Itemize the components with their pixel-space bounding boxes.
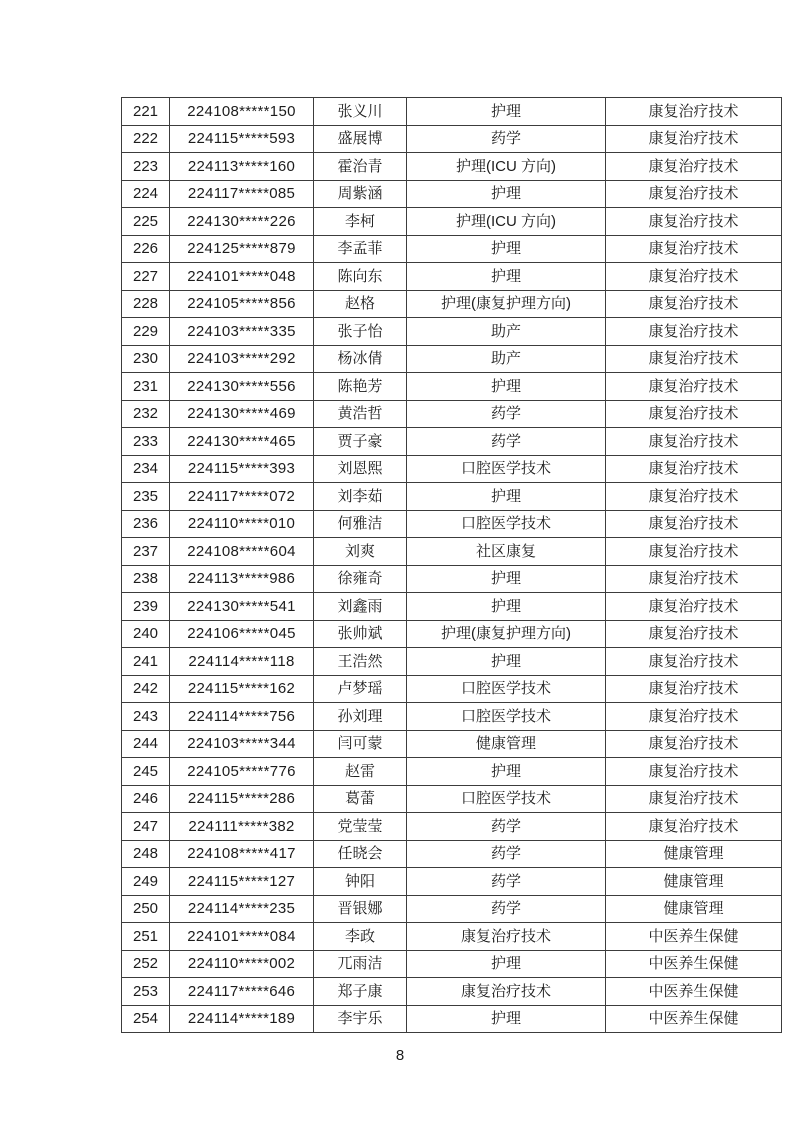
student-name-cell: 刘恩熙 — [314, 455, 407, 483]
original-major-cell: 护理 — [407, 648, 606, 676]
row-number-cell: 223 — [122, 153, 170, 181]
transfer-major-cell: 康复治疗技术 — [606, 510, 782, 538]
student-name-cell: 徐雍奇 — [314, 565, 407, 593]
transfer-major-cell: 健康管理 — [606, 868, 782, 896]
row-number-cell: 254 — [122, 1005, 170, 1033]
original-major-cell: 护理 — [407, 373, 606, 401]
exam-id-cell: 224130*****226 — [170, 208, 314, 236]
table-row — [122, 483, 782, 511]
student-name-cell: 张帅斌 — [314, 620, 407, 648]
exam-id-cell: 224111*****382 — [170, 813, 314, 841]
student-name-cell: 李宇乐 — [314, 1005, 407, 1033]
table-row — [122, 593, 782, 621]
original-major-cell: 口腔医学技术 — [407, 785, 606, 813]
row-number-cell: 246 — [122, 785, 170, 813]
exam-id-cell: 224130*****541 — [170, 593, 314, 621]
transfer-major-cell: 康复治疗技术 — [606, 785, 782, 813]
row-number-cell: 221 — [122, 98, 170, 126]
table-row — [122, 208, 782, 236]
row-number-cell: 247 — [122, 813, 170, 841]
row-number-cell: 236 — [122, 510, 170, 538]
row-number-cell: 225 — [122, 208, 170, 236]
table-row — [122, 895, 782, 923]
transfer-major-cell: 康复治疗技术 — [606, 565, 782, 593]
transfer-major-cell: 康复治疗技术 — [606, 538, 782, 566]
student-name-cell: 刘李茹 — [314, 483, 407, 511]
table-row — [122, 290, 782, 318]
row-number-cell: 252 — [122, 950, 170, 978]
table-row — [122, 235, 782, 263]
exam-id-cell: 224115*****593 — [170, 125, 314, 153]
row-number-cell: 233 — [122, 428, 170, 456]
exam-id-cell: 224101*****048 — [170, 263, 314, 291]
exam-id-cell: 224114*****235 — [170, 895, 314, 923]
transfer-major-cell: 康复治疗技术 — [606, 318, 782, 346]
transfer-major-cell: 康复治疗技术 — [606, 813, 782, 841]
transfer-major-cell: 康复治疗技术 — [606, 235, 782, 263]
student-name-cell: 闫可蒙 — [314, 730, 407, 758]
table-row — [122, 180, 782, 208]
original-major-cell: 护理 — [407, 950, 606, 978]
transfer-major-cell: 康复治疗技术 — [606, 648, 782, 676]
table-row — [122, 373, 782, 401]
transfer-major-cell: 健康管理 — [606, 895, 782, 923]
transfer-major-cell: 康复治疗技术 — [606, 593, 782, 621]
table-row — [122, 318, 782, 346]
row-number-cell: 249 — [122, 868, 170, 896]
student-name-cell: 葛蕾 — [314, 785, 407, 813]
row-number-cell: 237 — [122, 538, 170, 566]
table-row — [122, 675, 782, 703]
original-major-cell: 药学 — [407, 840, 606, 868]
student-name-cell: 党莹莹 — [314, 813, 407, 841]
exam-id-cell: 224106*****045 — [170, 620, 314, 648]
student-name-cell: 钟阳 — [314, 868, 407, 896]
row-number-cell: 232 — [122, 400, 170, 428]
exam-id-cell: 224125*****879 — [170, 235, 314, 263]
original-major-cell: 康复治疗技术 — [407, 923, 606, 951]
exam-id-cell: 224108*****604 — [170, 538, 314, 566]
original-major-cell: 口腔医学技术 — [407, 703, 606, 731]
transfer-major-cell: 康复治疗技术 — [606, 263, 782, 291]
exam-id-cell: 224103*****344 — [170, 730, 314, 758]
transfer-major-cell: 康复治疗技术 — [606, 400, 782, 428]
exam-id-cell: 224113*****986 — [170, 565, 314, 593]
table-row — [122, 868, 782, 896]
original-major-cell: 护理(康复护理方向) — [407, 620, 606, 648]
exam-id-cell: 224114*****756 — [170, 703, 314, 731]
student-name-cell: 陈向东 — [314, 263, 407, 291]
student-name-cell: 李政 — [314, 923, 407, 951]
student-name-cell: 王浩然 — [314, 648, 407, 676]
original-major-cell: 药学 — [407, 868, 606, 896]
row-number-cell: 251 — [122, 923, 170, 951]
table-row — [122, 98, 782, 126]
student-name-cell: 黄浩哲 — [314, 400, 407, 428]
exam-id-cell: 224117*****072 — [170, 483, 314, 511]
row-number-cell: 240 — [122, 620, 170, 648]
row-number-cell: 231 — [122, 373, 170, 401]
original-major-cell: 护理 — [407, 1005, 606, 1033]
exam-id-cell: 224115*****162 — [170, 675, 314, 703]
table-row — [122, 813, 782, 841]
student-name-cell: 晋银娜 — [314, 895, 407, 923]
student-name-cell: 任晓会 — [314, 840, 407, 868]
original-major-cell: 社区康复 — [407, 538, 606, 566]
transfer-major-cell: 中医养生保健 — [606, 1005, 782, 1033]
table-row — [122, 1005, 782, 1033]
row-number-cell: 248 — [122, 840, 170, 868]
transfer-major-cell: 康复治疗技术 — [606, 345, 782, 373]
exam-id-cell: 224103*****335 — [170, 318, 314, 346]
exam-id-cell: 224105*****856 — [170, 290, 314, 318]
transfer-major-cell: 健康管理 — [606, 840, 782, 868]
table-row — [122, 648, 782, 676]
transfer-major-cell: 康复治疗技术 — [606, 180, 782, 208]
student-name-cell: 刘鑫雨 — [314, 593, 407, 621]
student-name-cell: 孙刘理 — [314, 703, 407, 731]
transfer-major-cell: 康复治疗技术 — [606, 153, 782, 181]
student-name-cell: 张义川 — [314, 98, 407, 126]
transfer-major-cell: 中医养生保健 — [606, 950, 782, 978]
row-number-cell: 243 — [122, 703, 170, 731]
original-major-cell: 口腔医学技术 — [407, 455, 606, 483]
row-number-cell: 241 — [122, 648, 170, 676]
original-major-cell: 护理 — [407, 593, 606, 621]
student-name-cell: 赵格 — [314, 290, 407, 318]
row-number-cell: 226 — [122, 235, 170, 263]
exam-id-cell: 224117*****646 — [170, 978, 314, 1006]
table-row — [122, 345, 782, 373]
transfer-major-cell: 康复治疗技术 — [606, 428, 782, 456]
student-name-cell: 李柯 — [314, 208, 407, 236]
transfer-major-cell: 康复治疗技术 — [606, 455, 782, 483]
table-row — [122, 510, 782, 538]
exam-id-cell: 224115*****286 — [170, 785, 314, 813]
exam-id-cell: 224110*****002 — [170, 950, 314, 978]
student-name-cell: 郑子康 — [314, 978, 407, 1006]
transfer-major-cell: 中医养生保健 — [606, 978, 782, 1006]
transfer-major-cell: 康复治疗技术 — [606, 675, 782, 703]
student-name-cell: 杨冰倩 — [314, 345, 407, 373]
row-number-cell: 227 — [122, 263, 170, 291]
original-major-cell: 护理 — [407, 483, 606, 511]
exam-id-cell: 224113*****160 — [170, 153, 314, 181]
student-name-cell: 赵雷 — [314, 758, 407, 786]
original-major-cell: 助产 — [407, 318, 606, 346]
row-number-cell: 245 — [122, 758, 170, 786]
student-roster-table — [121, 97, 782, 1033]
exam-id-cell: 224110*****010 — [170, 510, 314, 538]
original-major-cell: 护理(康复护理方向) — [407, 290, 606, 318]
row-number-cell: 224 — [122, 180, 170, 208]
transfer-major-cell: 康复治疗技术 — [606, 730, 782, 758]
transfer-major-cell: 康复治疗技术 — [606, 373, 782, 401]
row-number-cell: 234 — [122, 455, 170, 483]
exam-id-cell: 224130*****556 — [170, 373, 314, 401]
transfer-major-cell: 康复治疗技术 — [606, 208, 782, 236]
row-number-cell: 253 — [122, 978, 170, 1006]
table-row — [122, 923, 782, 951]
student-name-cell: 霍治青 — [314, 153, 407, 181]
exam-id-cell: 224101*****084 — [170, 923, 314, 951]
transfer-major-cell: 康复治疗技术 — [606, 483, 782, 511]
student-name-cell: 李孟菲 — [314, 235, 407, 263]
exam-id-cell: 224114*****189 — [170, 1005, 314, 1033]
original-major-cell: 护理 — [407, 98, 606, 126]
table-row — [122, 840, 782, 868]
original-major-cell: 药学 — [407, 895, 606, 923]
table-row — [122, 565, 782, 593]
table-row — [122, 978, 782, 1006]
exam-id-cell: 224115*****127 — [170, 868, 314, 896]
exam-id-cell: 224114*****118 — [170, 648, 314, 676]
student-name-cell: 周紫涵 — [314, 180, 407, 208]
table-row — [122, 730, 782, 758]
original-major-cell: 口腔医学技术 — [407, 510, 606, 538]
exam-id-cell: 224103*****292 — [170, 345, 314, 373]
student-name-cell: 贾子豪 — [314, 428, 407, 456]
student-name-cell: 兀雨洁 — [314, 950, 407, 978]
row-number-cell: 228 — [122, 290, 170, 318]
exam-id-cell: 224108*****417 — [170, 840, 314, 868]
exam-id-cell: 224130*****465 — [170, 428, 314, 456]
table-row — [122, 785, 782, 813]
student-roster-body — [122, 98, 782, 1033]
student-name-cell: 陈艳芳 — [314, 373, 407, 401]
original-major-cell: 药学 — [407, 813, 606, 841]
original-major-cell: 护理 — [407, 565, 606, 593]
table-row — [122, 620, 782, 648]
original-major-cell: 护理 — [407, 180, 606, 208]
row-number-cell: 238 — [122, 565, 170, 593]
transfer-major-cell: 康复治疗技术 — [606, 758, 782, 786]
original-major-cell: 助产 — [407, 345, 606, 373]
transfer-major-cell: 康复治疗技术 — [606, 98, 782, 126]
row-number-cell: 230 — [122, 345, 170, 373]
table-row — [122, 153, 782, 181]
table-row — [122, 400, 782, 428]
row-number-cell: 250 — [122, 895, 170, 923]
table-row — [122, 538, 782, 566]
original-major-cell: 护理 — [407, 235, 606, 263]
original-major-cell: 护理(ICU 方向) — [407, 208, 606, 236]
exam-id-cell: 224105*****776 — [170, 758, 314, 786]
transfer-major-cell: 康复治疗技术 — [606, 620, 782, 648]
original-major-cell: 护理(ICU 方向) — [407, 153, 606, 181]
original-major-cell: 药学 — [407, 125, 606, 153]
exam-id-cell: 224108*****150 — [170, 98, 314, 126]
table-row — [122, 428, 782, 456]
table-row — [122, 703, 782, 731]
transfer-major-cell: 康复治疗技术 — [606, 703, 782, 731]
transfer-major-cell: 康复治疗技术 — [606, 125, 782, 153]
transfer-major-cell: 康复治疗技术 — [606, 290, 782, 318]
transfer-major-cell: 中医养生保健 — [606, 923, 782, 951]
original-major-cell: 护理 — [407, 263, 606, 291]
row-number-cell: 235 — [122, 483, 170, 511]
original-major-cell: 健康管理 — [407, 730, 606, 758]
original-major-cell: 药学 — [407, 428, 606, 456]
original-major-cell: 康复治疗技术 — [407, 978, 606, 1006]
table-row — [122, 950, 782, 978]
student-name-cell: 刘爽 — [314, 538, 407, 566]
original-major-cell: 口腔医学技术 — [407, 675, 606, 703]
table-row — [122, 263, 782, 291]
table-row — [122, 125, 782, 153]
exam-id-cell: 224115*****393 — [170, 455, 314, 483]
student-name-cell: 卢梦瑶 — [314, 675, 407, 703]
row-number-cell: 244 — [122, 730, 170, 758]
row-number-cell: 239 — [122, 593, 170, 621]
exam-id-cell: 224130*****469 — [170, 400, 314, 428]
table-row — [122, 758, 782, 786]
exam-id-cell: 224117*****085 — [170, 180, 314, 208]
original-major-cell: 护理 — [407, 758, 606, 786]
table-row — [122, 455, 782, 483]
row-number-cell: 229 — [122, 318, 170, 346]
student-name-cell: 何雅洁 — [314, 510, 407, 538]
page-number: 8 — [395, 1047, 405, 1064]
student-name-cell: 盛展博 — [314, 125, 407, 153]
row-number-cell: 222 — [122, 125, 170, 153]
student-name-cell: 张子怡 — [314, 318, 407, 346]
row-number-cell: 242 — [122, 675, 170, 703]
original-major-cell: 药学 — [407, 400, 606, 428]
